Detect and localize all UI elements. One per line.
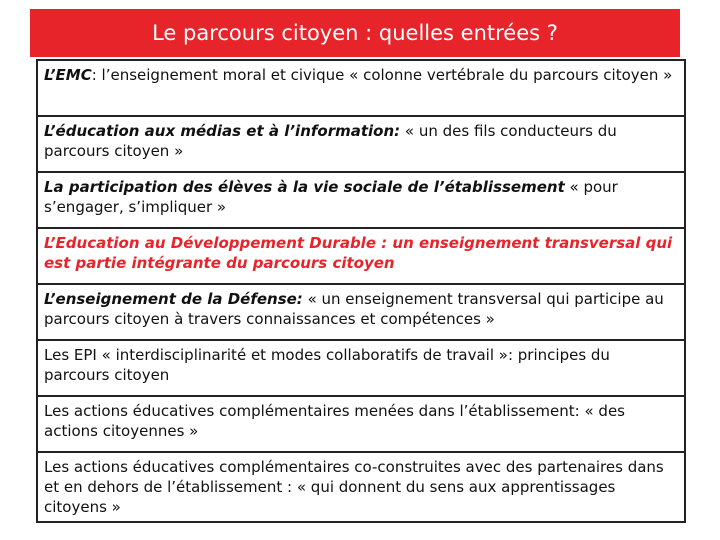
entries-list [36,59,686,523]
entry-epi-text: Les EPI « interdisciplinarité et modes collaboratifs de travail »: principes du parcours citoyen [44,346,610,384]
entry-epi [38,341,684,397]
entry-emi-text: « un des fils conducteurs du parcours citoyen » [44,122,617,160]
entry-emc [38,61,684,117]
entry-participation [38,173,684,229]
entry-defense [38,285,684,341]
entry-actions-internal-text: Les actions éducatives complémentaires menées dans l’établissement: « des actions citoyennes » [44,402,625,440]
entry-actions-partners [38,453,684,521]
entry-defense-lead: L’enseignement de la Défense: [44,290,303,308]
entry-participation-text: « pour s’engager, s’impliquer » [44,178,618,216]
entry-emc-lead: L’EMC [44,66,92,84]
entry-participation-lead: La participation des élèves à la vie sociale de l’établissement [44,178,565,196]
entry-actions-internal [38,397,684,453]
entry-emc-text: : l’enseignement moral et civique « colonne vertébrale du parcours citoyen » [91,66,673,84]
entry-edd [38,229,684,285]
entry-actions-partners-text: Les actions éducatives complémentaires co-construites avec des partenaires dans et en dehors de l’établissement : « qui donnent du sens aux apprentissages citoyens » [44,458,664,516]
slide-title: Le parcours citoyen : quelles entrées ? [152,21,558,45]
entry-defense-text: « un enseignement transversal qui participe au parcours citoyen à travers connaissances et compétences » [44,290,664,328]
entry-edd-text: L’Education au Développement Durable : un enseignement transversal qui est partie intégrante du parcours citoyen [44,234,673,272]
slide-title-bar [30,9,680,57]
entry-emi-lead: L’éducation aux médias et à l’information: [44,122,401,140]
entry-emi [38,117,684,173]
